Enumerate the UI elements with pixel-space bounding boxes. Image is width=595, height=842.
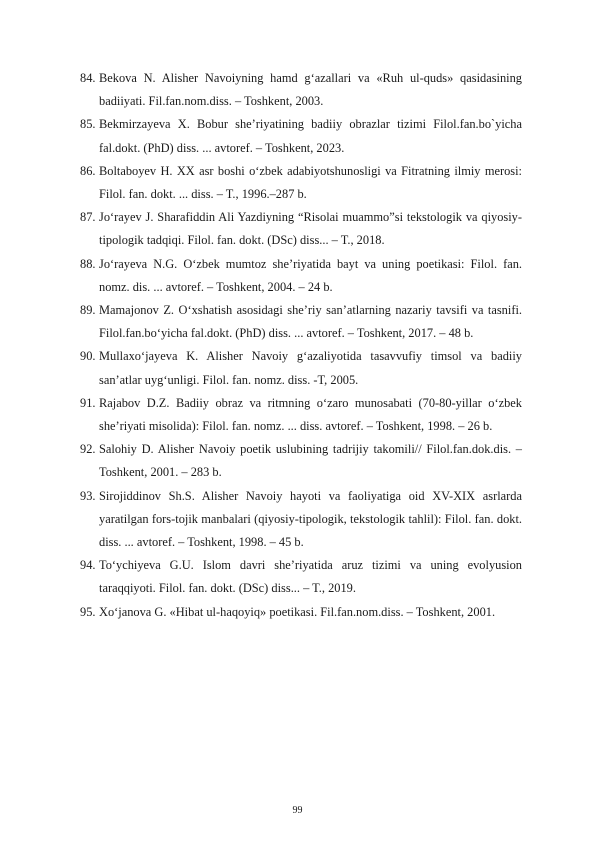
- reference-number: 85.: [80, 117, 96, 132]
- reference-item: [80, 392, 522, 438]
- reference-number: 92.: [80, 442, 96, 457]
- reference-item: [80, 67, 522, 113]
- page-number: 99: [292, 805, 303, 816]
- reference-item: [80, 601, 522, 624]
- reference-item: [80, 299, 522, 345]
- reference-item: [80, 485, 522, 555]
- reference-item: [80, 160, 522, 206]
- reference-number: 95.: [80, 604, 96, 619]
- reference-item: [80, 113, 522, 159]
- reference-text: Xo‘janova G. «Hibat ul-haqoyiq» poetikasi. Fil.fan.nom.diss. – Toshkent, 2001.: [99, 604, 496, 619]
- reference-item: [80, 206, 522, 252]
- reference-text: Mullaxo‘jayeva K. Alisher Navoiy g‘azaliyotida tasavvufiy timsol va badiiy san’atlar uyg‘unligi. Filol. fan. nomz. diss. -T, 2005.: [99, 349, 522, 387]
- reference-text: Mamajonov Z. O‘xshatish asosidagi she’riy san’atlarning nazariy tavsifi va tasnifi. Filol.fan.bo‘yicha fal.dokt. (PhD) diss. ... avtoref. – Toshkent, 2017. – 48 b.: [99, 303, 522, 341]
- reference-item: [80, 253, 522, 299]
- reference-text: Bekmirzayeva X. Bobur she’riyatining badiiy obrazlar tizimi Filol.fan.bo`yicha fal.dokt. (PhD) diss. ... avtoref. – Toshkent, 2023.: [99, 117, 522, 155]
- reference-number: 93.: [80, 488, 96, 503]
- reference-item: [80, 345, 522, 391]
- reference-text: To‘ychiyeva G.U. Islom davri she’riyatida aruz tizimi va uning evolyusion taraqqiyoti. Filol. fan. dokt. (DSc) diss... – T., 2019.: [99, 558, 522, 596]
- reference-number: 91.: [80, 395, 96, 410]
- reference-number: 90.: [80, 349, 96, 364]
- reference-text: Boltaboyev H. XX asr boshi o‘zbek adabiyotshunosligi va Fitratning ilmiy merosi: Filol. fan. dokt. ... diss. – T., 1996.–287 b.: [99, 163, 522, 202]
- reference-text: Rajabov D.Z. Badiiy obraz va ritmning o‘zaro munosabati (70-80-yillar o‘zbek she’riyati misolida): Filol. fan. nomz. ... diss. avtoref. – Toshkent, 1998. – 26 b.: [99, 395, 522, 434]
- reference-text: Bekova N. Alisher Navoiyning hamd g‘azallari va «Ruh ul-quds» qasidasining badiiyati. Fil.fan.nom.diss. – Toshkent, 2003.: [99, 71, 522, 109]
- reference-text: Jo‘rayev J. Sharafiddin Ali Yazdiyning “Risolai muammo”si tekstologik va qiyosiy-tipologik tadqiqi. Filol. fan. dokt. (DSc) diss... – T., 2018.: [99, 210, 522, 248]
- reference-text: Sirojiddinov Sh.S. Alisher Navoiy hayoti va faoliyatiga oid XV-XIX asrlarda yaratilgan fors-tojik manbalari (qiyosiy-tipologik, tekstologik tahlil): Filol. fan. dokt. diss. ... avtoref. – Toshkent, 1998. – 45 b.: [99, 488, 522, 550]
- reference-number: 87.: [80, 210, 96, 225]
- reference-item: [80, 438, 522, 484]
- reference-number: 84.: [80, 71, 96, 85]
- reference-number: 88.: [80, 256, 96, 271]
- reference-number: 89.: [80, 303, 96, 318]
- reference-text: Salohiy D. Alisher Navoiy poetik uslubining tadrijiy takomili// Filol.fan.dok.dis. – Toshkent, 2001. – 283 b.: [99, 442, 522, 480]
- reference-number: 94.: [80, 558, 96, 573]
- reference-item: [80, 554, 522, 600]
- reference-number: 86.: [80, 163, 96, 178]
- reference-text: Jo‘rayeva N.G. O‘zbek mumtoz she’riyatida bayt va uning poetikasi: Filol. fan. nomz. dis. ... avtoref. – Toshkent, 2004. – 24 b.: [99, 256, 522, 294]
- reference-list: [80, 67, 522, 624]
